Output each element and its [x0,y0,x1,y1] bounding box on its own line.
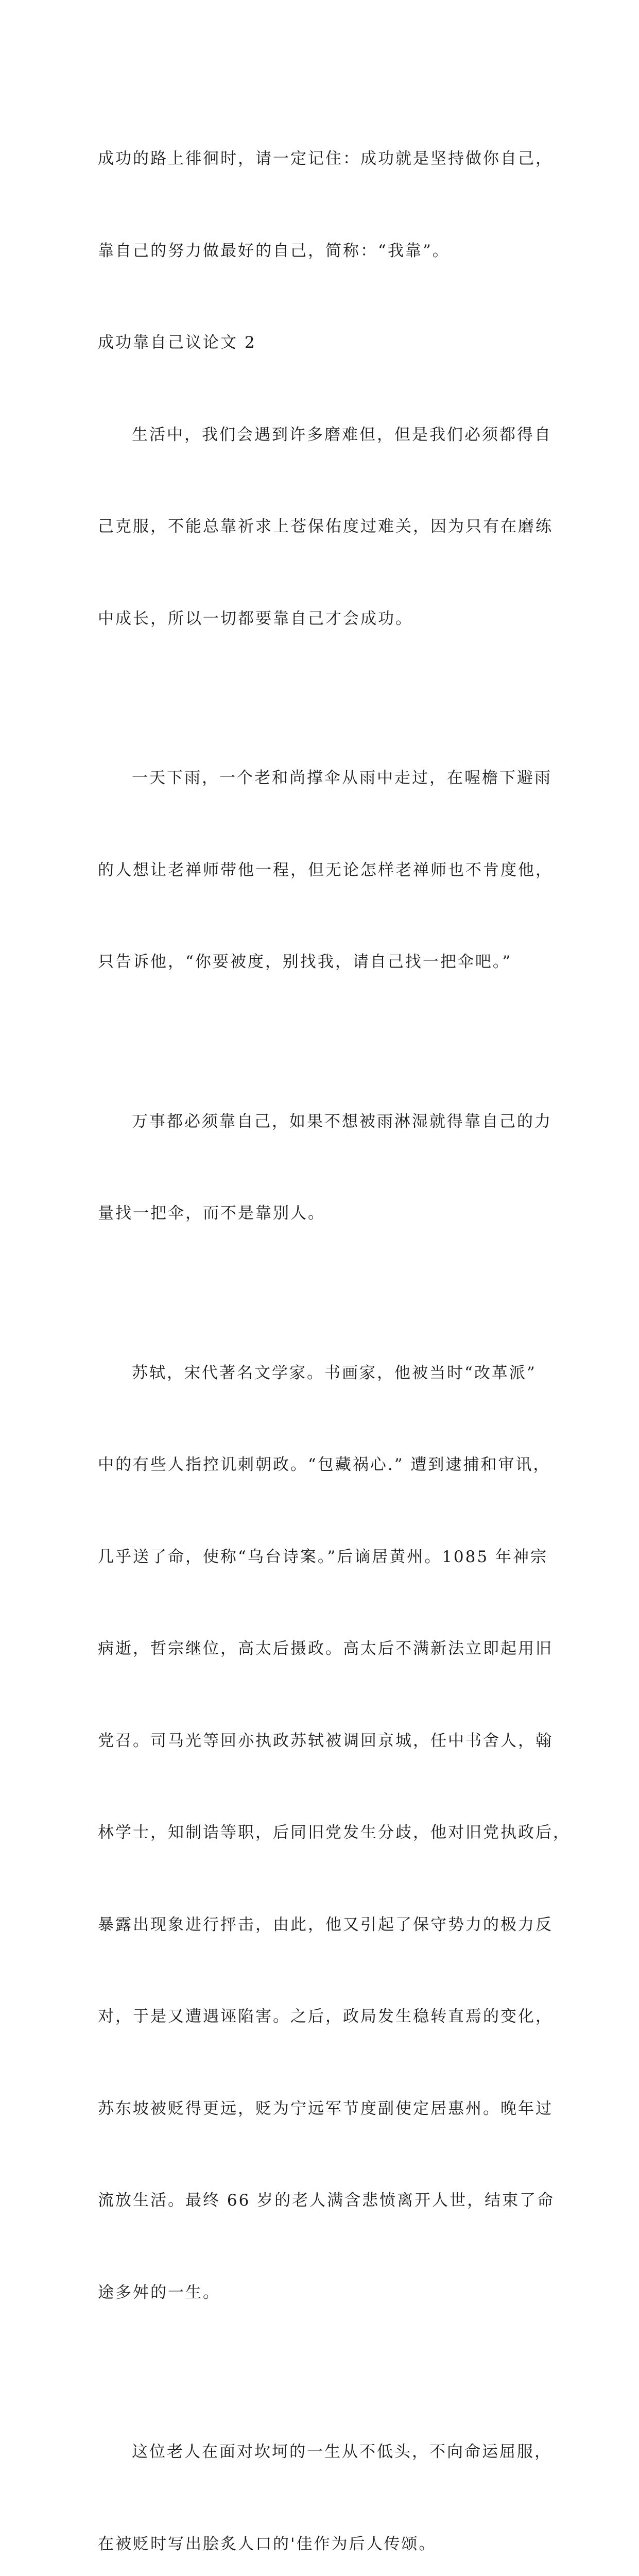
paragraph-gap [98,1039,546,1045]
text-line: 几乎送了命，使称“乌台诗案。”后谪居黄州。1085 年神宗 [98,1547,548,1566]
section-heading: 成功靠自己议论文 2 [98,333,256,352]
text-line: 途多舛的一生。 [98,2283,220,2302]
text-line: 万事都必须靠自己，如果不想被雨淋湿就得靠自己的力 [132,1112,552,1131]
text-line: 党召。司马光等回亦执政苏轼被调回京城，任中书舍人，翰 [98,1731,553,1750]
paragraph-3 [98,1045,552,1291]
text-line: 量找一把伞，而不是靠别人。 [98,1204,325,1223]
paragraph-gap [98,696,546,702]
paragraph-4 [98,1297,571,2370]
text-line: 己克服，不能总靠祈求上苍保佑度过难关，因为只有在磨练 [98,517,553,536]
document-body [98,82,571,2576]
paragraph-gap [98,2369,546,2376]
text-line: 中成长，所以一切都要靠自己才会成功。 [98,609,413,628]
text-line: 中的有些人指控讥刺朝政。“包藏祸心.” 遭到逮捕和审讯， [98,1455,551,1474]
text-line: 的人想让老禅师带他一程，但无论怎样老禅师也不肯度他， [98,860,553,879]
text-line: 对，于是又遭遇诬陷害。之后，政局发生稳转直焉的变化， [98,2007,553,2026]
text-line: 暴露出现象进行抨击，由此，他又引起了保守势力的极力反 [98,1915,553,1934]
paragraph-1 [98,359,553,696]
paragraph-gap [98,1291,546,1297]
text-line: 流放生活。最终 66 岁的老人满含悲愤离开人世，结束了命 [98,2191,555,2210]
text-line: 只告诉他，“你要被度，别找我，请自己找一把伞吧。” [98,953,512,971]
text-line: 靠自己的努力做最好的自己，简称：“我靠”。 [98,241,450,260]
intro-paragraph [98,82,553,328]
text-line: 在被贬时写出脍炙人口的'佳作为后人传颂。 [98,2534,437,2553]
text-line: 生活中，我们会遇到许多磨难但，但是我们必须都得自 [132,425,552,444]
paragraph-5 [98,2376,552,2576]
text-line: 成功的路上徘徊时，请一定记住：成功就是坚持做你自己， [98,149,553,168]
text-line: 林学士，知制诰等职，后同旧党发生分歧，他对旧党执政后， [98,1823,571,1842]
text-line: 病逝，哲宗继位，高太后摄政。高太后不满新法立即起用旧 [98,1639,553,1658]
text-line: 这位老人在面对坎坷的一生从不低头，不向命运屈服， [132,2443,552,2461]
text-line: 苏东坡被贬得更远，贬为宁远军节度副使定居惠州。晚年过 [98,2099,553,2118]
paragraph-2 [98,702,553,1039]
text-line: 一天下雨，一个老和尚撑伞从雨中走过，在喔檐下避雨 [132,769,552,787]
text-line: 苏轼，宋代著名文学家。书画家，他被当时“改革派” [132,1363,537,1382]
